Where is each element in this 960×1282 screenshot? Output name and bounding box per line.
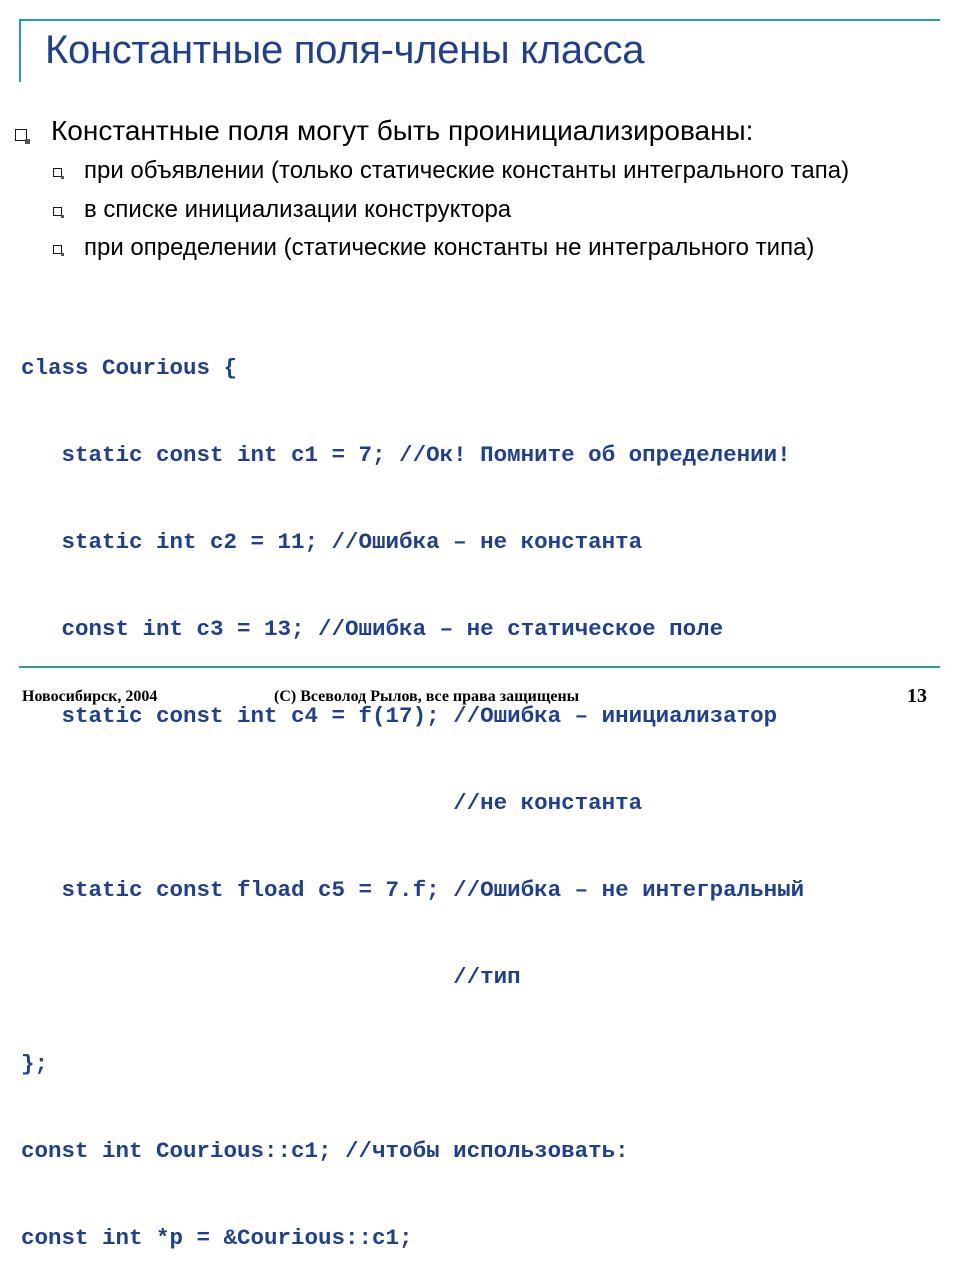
footer-location: Новосибирск, 2004 [22,688,158,705]
code-block [21,296,804,1282]
square-bullet-icon [53,207,62,216]
square-bullet-icon [53,168,62,177]
code-line: }; [21,1051,49,1077]
code-line: static const int c1 = 7; //Ок! Помните об определении! [21,442,791,468]
square-bullet-icon [53,245,62,254]
code-line: static const fload c5 = 7.f; //Ошибка – не интегральный [21,877,805,903]
code-line: //не константа [21,790,643,816]
bullet-sub-text: в списке инициализации конструктора [84,196,512,223]
code-line: const int c3 = 13; //Ошибка – не статическое поле [21,616,724,642]
square-bullet-icon [15,129,27,141]
code-line: const int Courious::c1; //чтобы использовать: [21,1138,629,1164]
code-line: static const int c4 = f(17); //Ошибка – инициализатор [21,703,778,729]
code-line: //тип [21,964,521,990]
bullet-sub-text: при объявлении (только статические константы интегрального тапа) [84,157,850,184]
page-number: 13 [907,685,927,707]
code-line: static int c2 = 11; //Ошибка – не константа [21,529,643,555]
slide-title: Константные поля-члены класса [45,28,645,72]
bullet-sub-text: при определении (статические константы не интегрального типа) [84,234,815,261]
title-left-rule [19,19,21,82]
code-line: const int *p = &Courious::c1; [21,1225,413,1251]
footer-rule [19,666,940,668]
code-line: class Courious { [21,355,238,381]
bullet-main-text: Константные поля могут быть проинициализированы: [51,115,754,146]
title-top-rule [19,19,940,21]
footer-copyright: (C) Всеволод Рылов, все права защищены [274,688,580,705]
